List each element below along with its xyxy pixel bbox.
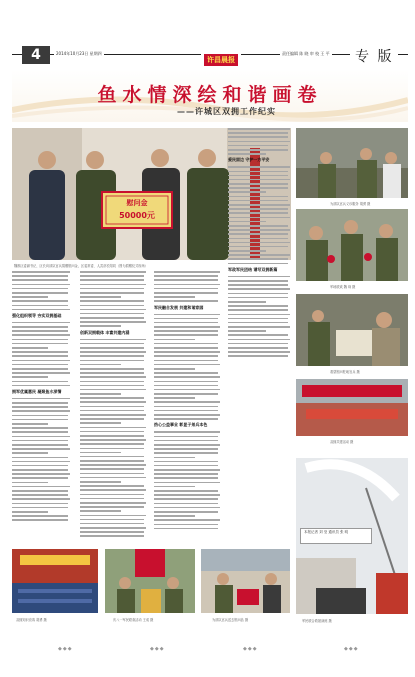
text-line [154, 519, 220, 521]
text-line [154, 284, 220, 286]
bottom-photo-2-art [105, 549, 195, 613]
text-line [12, 440, 68, 442]
text-line [12, 326, 68, 328]
text-line [228, 314, 290, 316]
text-line [154, 322, 218, 324]
text-line [12, 284, 70, 286]
text-line [228, 242, 290, 244]
text-line [80, 481, 121, 483]
masthead-logo-text: 许昌晨报 [204, 54, 238, 66]
text-line [80, 535, 144, 537]
side-photo-4-art [296, 379, 408, 436]
text-line [154, 401, 220, 403]
masthead [201, 47, 241, 64]
text-line [228, 297, 288, 299]
text-line [228, 322, 288, 324]
text-line [154, 296, 195, 298]
text-line [228, 263, 288, 265]
text-line [80, 368, 144, 370]
column-1-subhead-2: 拥军优属惠民 凝聚鱼水深情 [12, 388, 62, 394]
text-line [80, 313, 144, 315]
text-line [228, 183, 288, 185]
text-line [154, 473, 218, 475]
text-line [228, 171, 288, 173]
side-photo-3-art [296, 294, 408, 366]
placard-line-2: 50000元 [119, 211, 155, 220]
text-line [154, 360, 218, 362]
text-line [228, 318, 288, 320]
text-line [12, 406, 68, 408]
text-line [80, 435, 144, 437]
text-line [228, 208, 288, 210]
feature-subtitle: ——许城区双拥工作纪实 [177, 107, 276, 116]
text-line [80, 288, 144, 290]
column-1-text-a [12, 271, 70, 310]
text-line [12, 288, 68, 290]
text-line [154, 457, 195, 459]
text-line [80, 439, 146, 441]
text-line [154, 440, 218, 442]
text-line [154, 393, 218, 395]
text-line [80, 477, 146, 479]
text-line [154, 507, 220, 509]
footer-mark-3: ◆◆◆ [243, 646, 258, 652]
column-1-text-c [12, 398, 70, 521]
text-line [12, 271, 70, 273]
text-line [80, 343, 144, 345]
text-line [80, 279, 144, 281]
footer-mark-1: ◆◆◆ [58, 646, 73, 652]
text-line [80, 275, 144, 277]
text-line [80, 510, 121, 512]
text-line [80, 452, 121, 454]
text-line [154, 318, 218, 320]
text-line [12, 436, 70, 438]
text-line [154, 355, 218, 357]
text-line [154, 347, 218, 349]
text-line [12, 498, 70, 500]
side-photo-1-caption: 为部队官兵义诊服务 胡勇 摄 [330, 202, 371, 206]
side-photo-1 [296, 128, 408, 198]
text-line [228, 204, 290, 206]
column-2-text-b [80, 339, 146, 537]
text-line [154, 385, 218, 387]
text-line [154, 279, 218, 281]
text-line [154, 288, 218, 290]
text-line [154, 503, 218, 505]
text-line [12, 330, 68, 332]
text-line [154, 300, 218, 302]
text-line [12, 305, 68, 307]
text-line [12, 457, 68, 459]
article-column-1 [12, 271, 70, 524]
editor-meta: 责任编辑 陈 晓 审 校 王 平 [282, 51, 330, 56]
text-line [228, 339, 290, 341]
text-line [154, 275, 218, 277]
text-line [12, 309, 70, 311]
text-line [80, 317, 144, 319]
text-line [80, 284, 146, 286]
text-line [80, 385, 144, 387]
text-line [228, 351, 290, 353]
text-line [80, 422, 121, 424]
text-line [228, 221, 266, 223]
text-line [154, 494, 220, 496]
text-line [12, 415, 68, 417]
text-line [228, 280, 288, 282]
text-line [154, 469, 220, 471]
text-line [12, 519, 68, 521]
text-line [80, 414, 146, 416]
text-line [12, 465, 68, 467]
text-line [80, 418, 144, 420]
text-line [12, 398, 70, 400]
text-line [80, 427, 146, 429]
column-1-subhead-1: 强化组织领导 夯实双拥基础 [12, 312, 62, 318]
text-line [12, 279, 68, 281]
column-2-subhead-1: 创新双拥载体 丰富共建内涵 [80, 329, 130, 335]
text-line [228, 254, 290, 256]
text-line [228, 191, 266, 193]
side-photo-1-art [296, 128, 408, 198]
text-line [80, 519, 144, 521]
text-line [228, 309, 288, 311]
column-3-text-b [154, 314, 220, 420]
text-line [12, 452, 48, 454]
text-line [228, 200, 288, 202]
text-line [12, 473, 70, 475]
text-line [12, 355, 68, 357]
text-line [228, 334, 288, 336]
text-line [154, 314, 220, 316]
text-line [80, 460, 144, 462]
text-line [154, 515, 195, 517]
text-line [80, 296, 121, 298]
column-4-subhead-2: 军政军民团结 谱写双拥新篇 [228, 266, 278, 272]
column-3-text-a [154, 271, 220, 302]
text-line [12, 477, 68, 479]
text-line [228, 175, 288, 177]
text-line [80, 372, 144, 374]
text-line [228, 330, 266, 332]
bottom-photo-1 [12, 549, 98, 613]
text-line [228, 347, 288, 349]
text-line [154, 334, 218, 336]
text-line [12, 444, 68, 446]
text-line [12, 364, 68, 366]
text-line [12, 300, 68, 302]
text-line [228, 229, 290, 231]
text-line [154, 528, 218, 530]
text-line [154, 461, 218, 463]
text-line [12, 402, 68, 404]
text-line [154, 448, 218, 450]
text-line [154, 326, 220, 328]
text-line [80, 271, 146, 273]
text-line [154, 418, 218, 420]
text-line [80, 325, 121, 327]
text-line [228, 233, 288, 235]
text-line [228, 132, 288, 134]
text-line [228, 136, 288, 138]
text-line [80, 443, 144, 445]
text-line [80, 300, 144, 302]
text-line [154, 339, 195, 341]
text-line [154, 498, 218, 500]
column-3-subhead-2: 热心公益事业 彰显子弟兵本色 [154, 422, 208, 428]
side-photo-4-caption: 双拥共建活动 摄 [330, 440, 354, 444]
text-line [80, 351, 146, 353]
article-column-4-top [228, 128, 290, 360]
text-line [12, 376, 48, 378]
text-line [80, 321, 146, 323]
text-line [154, 389, 220, 391]
text-line [12, 503, 68, 505]
article-column-2 [80, 271, 146, 540]
text-line [12, 427, 68, 429]
main-photo-caption: 魏都区委副书记、区长向部队官兵捐赠慰问金，区委常委、人武部长陪同（图为捐赠仪式现场） [14, 264, 148, 268]
text-line [228, 153, 266, 155]
text-line [228, 246, 288, 248]
text-line [228, 238, 288, 240]
text-line [154, 436, 218, 438]
byline-box: 本报记者 刘 莹 通讯员 张 明 [300, 528, 372, 544]
text-line [12, 431, 68, 433]
text-line [12, 515, 68, 517]
text-line [228, 305, 288, 307]
side-photo-3-caption: 看望慰问驻地官兵 摄 [330, 370, 360, 374]
side-photo-2 [296, 209, 408, 281]
text-line [80, 498, 144, 500]
text-line [228, 166, 290, 168]
text-line [80, 376, 146, 378]
text-line [154, 376, 220, 378]
text-line [80, 360, 144, 362]
text-line [12, 486, 70, 488]
text-line [80, 431, 144, 433]
text-line [154, 490, 218, 492]
text-line [154, 410, 218, 412]
text-line [154, 444, 220, 446]
placard-line-1: 慰问金 [126, 199, 148, 207]
column-4-subhead-1: 爱民固边 守护一方平安 [228, 157, 270, 163]
text-line [80, 506, 144, 508]
text-line [80, 410, 144, 412]
text-line [12, 490, 68, 492]
section-name: 专 版 [350, 46, 398, 66]
text-line [12, 296, 48, 298]
text-line [80, 494, 144, 496]
text-line [228, 149, 288, 151]
text-line [12, 448, 70, 450]
text-line [80, 473, 144, 475]
text-line [154, 511, 218, 513]
text-line [12, 423, 48, 425]
column-4-end-text [228, 276, 290, 357]
text-line [154, 372, 218, 374]
text-line [154, 368, 195, 370]
text-line [228, 196, 288, 198]
issue-date: 2014年10月23日 星期四 [56, 51, 102, 56]
text-line [80, 406, 144, 408]
text-line [80, 531, 144, 533]
text-line [154, 465, 218, 467]
text-line [228, 250, 266, 252]
bottom-photo-1-art [12, 549, 98, 613]
text-line [154, 351, 220, 353]
text-line [80, 401, 146, 403]
text-line [228, 141, 290, 143]
text-line [12, 322, 70, 324]
text-line [228, 355, 288, 357]
text-line [154, 482, 220, 484]
bottom-photo-3-art [201, 549, 290, 613]
feature-title: 鱼水情深绘和谐画卷 [97, 84, 323, 106]
text-line [228, 284, 288, 286]
text-line [154, 381, 218, 383]
text-line [12, 334, 70, 336]
text-line [80, 393, 121, 395]
text-line [80, 464, 146, 466]
side-photo-2-art [296, 209, 408, 281]
text-line [228, 258, 288, 260]
side-photo-5-caption: 军民联合救援演练 摄 [302, 619, 332, 623]
text-line [154, 292, 218, 294]
text-line [80, 502, 146, 504]
text-line [80, 381, 144, 383]
text-line [154, 431, 220, 433]
text-line [12, 372, 70, 374]
column-4-mid-text [228, 166, 290, 264]
text-line [12, 410, 70, 412]
side-photo-4 [296, 379, 408, 436]
text-line [80, 292, 144, 294]
text-line [154, 343, 218, 345]
footer-mark-2: ◆◆◆ [150, 646, 165, 652]
page-number: 4 [22, 46, 50, 64]
text-line [154, 414, 220, 416]
text-line [12, 343, 68, 345]
text-line [80, 355, 144, 357]
text-line [80, 485, 144, 487]
bottom-photo-2 [105, 549, 195, 613]
text-line [228, 145, 288, 147]
text-line [228, 343, 288, 345]
text-line [12, 469, 68, 471]
text-line [154, 486, 195, 488]
text-line [12, 360, 70, 362]
bottom-photo-2-caption: 庆八一军民联欢活动 王成 摄 [113, 618, 154, 622]
bottom-photo-1-caption: 双拥知识竞赛 胡勇 摄 [16, 618, 47, 622]
side-photo-3 [296, 294, 408, 366]
text-line [80, 347, 144, 349]
column-2-text-a [80, 271, 146, 327]
text-line [12, 275, 68, 277]
text-line [228, 326, 290, 328]
feature-banner [12, 70, 408, 122]
footer-mark-4: ◆◆◆ [344, 646, 359, 652]
text-line [154, 271, 220, 273]
text-line [228, 225, 288, 227]
text-line [12, 461, 70, 463]
text-line [228, 187, 288, 189]
text-line [154, 406, 218, 408]
text-line [12, 385, 70, 387]
article-column-3 [154, 271, 220, 532]
text-line [228, 293, 288, 295]
text-line [80, 468, 144, 470]
text-line [154, 524, 218, 526]
page-header [12, 46, 408, 64]
text-line [228, 276, 290, 278]
text-line [12, 494, 68, 496]
text-line [228, 288, 290, 290]
text-line [12, 351, 68, 353]
bottom-photo-3 [201, 549, 290, 613]
text-line [228, 217, 290, 219]
text-line [228, 301, 266, 303]
text-line [80, 309, 146, 311]
text-line [12, 292, 68, 294]
text-line [228, 179, 290, 181]
text-line [80, 515, 146, 517]
text-line [228, 128, 290, 130]
text-line [12, 381, 68, 383]
text-line [228, 212, 288, 214]
text-line [154, 364, 220, 366]
text-line [12, 368, 68, 370]
text-line [12, 419, 68, 421]
text-line [12, 511, 48, 513]
text-line [80, 456, 144, 458]
bottom-photo-3-caption: 为部队官兵送去慰问品 摄 [212, 618, 249, 622]
text-line [80, 364, 121, 366]
column-3-subhead-1: 军民融合发展 共建和谐家园 [154, 304, 204, 310]
text-line [80, 448, 144, 450]
column-1-text-b [12, 322, 70, 386]
text-line [80, 489, 146, 491]
text-line [12, 347, 48, 349]
text-line [80, 389, 146, 391]
text-line [80, 305, 144, 307]
text-line [154, 477, 218, 479]
text-line [80, 339, 146, 341]
text-line [154, 330, 218, 332]
text-line [80, 523, 144, 525]
text-line [154, 397, 195, 399]
side-photo-2-caption: 军地联欢 魏 琛 摄 [330, 285, 356, 289]
text-line [154, 452, 218, 454]
text-line [12, 339, 68, 341]
text-line [80, 397, 144, 399]
column-3-text-c [154, 431, 220, 529]
text-line [80, 527, 146, 529]
text-line [12, 482, 48, 484]
column-4-top-text [228, 128, 290, 155]
text-line [12, 507, 68, 509]
